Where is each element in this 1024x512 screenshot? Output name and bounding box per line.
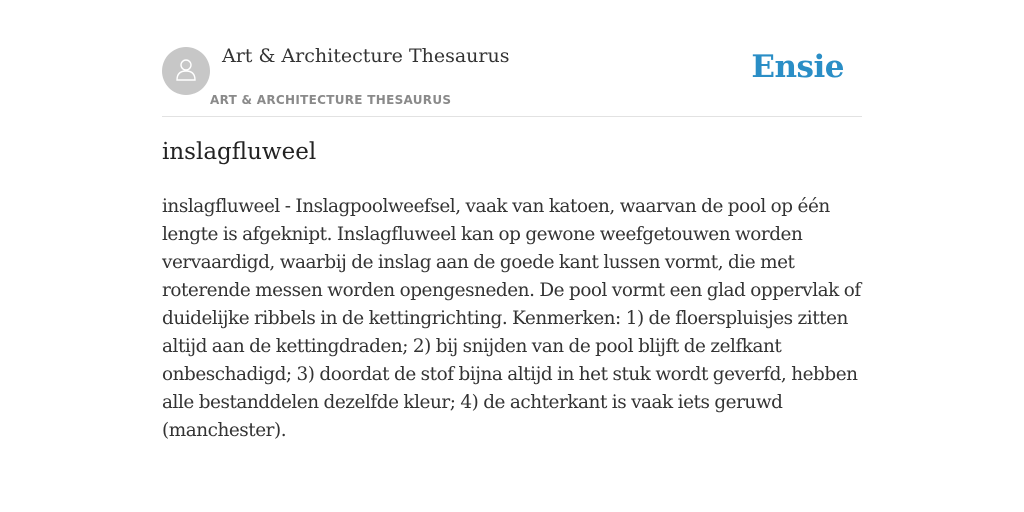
source-name[interactable]: ART & ARCHITECTURE THESAURUS [210,93,452,107]
entry-card [162,0,862,512]
author-name[interactable]: Art & Architecture Thesaurus [222,45,510,67]
entry-body: inslagfluweel - Inslagpoolweefsel, vaak van katoen, waarvan de pool op één lengte is afgeknipt. Inslagfluweel kan op gewone weefgetouwen worden vervaardigd, waarbij de inslag aan de goede kant lussen vormt, die met roterende messen worden opengesneden. De pool vormt een glad oppervlak of duidelijke ribbels in de kettingrichting. Kenmerken: 1) de floerspluisjes zitten altijd aan de kettingdraden; 2) bij snijden van de pool blijft de zelfkant onbeschadigd; 3) doordat de stof bijna altijd in het stuk wordt geverfd, hebben alle bestanddelen dezelfde kleur; 4) de achterkant is vaak iets geruwd (manchester). [162,196,861,441]
avatar[interactable] [162,47,210,95]
user-icon [172,55,200,88]
entry-header [162,0,862,117]
brand-logo[interactable]: Ensie [751,49,844,85]
entry-title: inslagfluweel [162,139,317,165]
